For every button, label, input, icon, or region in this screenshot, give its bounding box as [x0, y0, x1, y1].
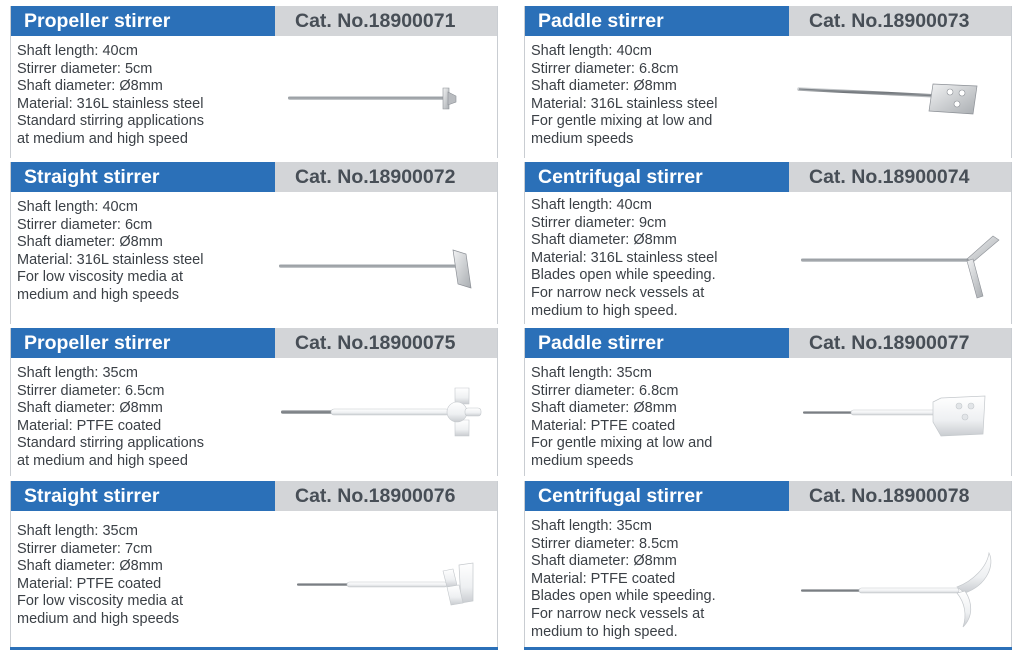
spec-line: Stirrer diameter: 6.8cm — [531, 60, 679, 77]
centrifugal-stirrer-steel-image — [787, 222, 1003, 312]
catalog-number: Cat. No.18900077 — [789, 328, 1011, 358]
product-card-18900072 — [10, 162, 498, 324]
spec-line: Material: PTFE coated — [17, 575, 162, 592]
spec-line: medium to high speed. — [531, 302, 678, 319]
spec-line: Shaft length: 35cm — [17, 365, 138, 381]
product-name: Paddle stirrer — [525, 328, 789, 358]
spec-line: Stirrer diameter: 6cm — [17, 216, 153, 233]
spec-line: Shaft length: 40cm — [531, 43, 652, 59]
product-name: Centrifugal stirrer — [525, 162, 789, 192]
straight-stirrer-ptfe-image — [273, 541, 489, 631]
spec-list — [531, 197, 717, 320]
spec-list — [17, 523, 183, 629]
spec-line: Shaft diameter: Ø8mm — [17, 558, 163, 575]
spec-line: Shaft diameter: Ø8mm — [531, 78, 677, 95]
spec-line: Shaft diameter: Ø8mm — [531, 232, 677, 249]
spec-line: medium speeds — [531, 130, 634, 147]
catalog-number: Cat. No.18900073 — [789, 6, 1011, 36]
spec-line: Stirrer diameter: 9cm — [531, 214, 667, 231]
spec-list — [531, 365, 712, 471]
catalog-number: Cat. No.18900072 — [275, 162, 497, 192]
product-card-18900073 — [524, 6, 1012, 158]
paddle-stirrer-ptfe-image — [787, 370, 1003, 460]
propeller-stirrer-steel-image — [273, 56, 489, 146]
spec-line: medium to high speed. — [531, 623, 678, 640]
paddle-stirrer-steel-image — [787, 56, 1003, 146]
spec-line: Shaft length: 40cm — [531, 197, 652, 213]
spec-line: Material: PTFE coated — [17, 417, 162, 434]
product-name: Straight stirrer — [11, 481, 275, 511]
catalog-number: Cat. No.18900078 — [789, 481, 1011, 511]
spec-line: medium and high speeds — [17, 610, 180, 627]
spec-line: Blades open while speeding. — [531, 588, 716, 605]
spec-line: Material: 316L stainless steel — [531, 249, 718, 266]
spec-list — [17, 365, 204, 471]
spec-line: medium and high speeds — [17, 286, 180, 303]
propeller-stirrer-ptfe-image — [273, 370, 489, 460]
spec-line: Shaft length: 40cm — [17, 199, 138, 215]
catalog-number: Cat. No.18900074 — [789, 162, 1011, 192]
spec-line: Standard stirring applications — [17, 435, 204, 452]
spec-line: For gentle mixing at low and — [531, 435, 713, 452]
product-name: Propeller stirrer — [11, 328, 275, 358]
spec-list — [17, 43, 204, 149]
product-name: Straight stirrer — [11, 162, 275, 192]
spec-list — [17, 199, 203, 305]
spec-line: at medium and high speed — [17, 130, 188, 147]
spec-line: Shaft diameter: Ø8mm — [17, 78, 163, 95]
spec-line: For narrow neck vessels at — [531, 605, 705, 622]
spec-line: Stirrer diameter: 5cm — [17, 60, 153, 77]
product-card-18900077 — [524, 328, 1012, 476]
spec-line: For low viscosity media at — [17, 593, 183, 610]
spec-line: Material: 316L stainless steel — [531, 95, 718, 112]
spec-line: Shaft length: 40cm — [17, 43, 138, 59]
spec-line: For gentle mixing at low and — [531, 113, 713, 130]
catalog-number: Cat. No.18900075 — [275, 328, 497, 358]
spec-line: Material: PTFE coated — [531, 417, 676, 434]
product-card-18900078 — [524, 481, 1012, 647]
spec-line: Material: PTFE coated — [531, 570, 676, 587]
product-name: Paddle stirrer — [525, 6, 789, 36]
spec-line: Shaft length: 35cm — [531, 518, 652, 534]
spec-line: Standard stirring applications — [17, 113, 204, 130]
spec-line: Shaft length: 35cm — [531, 365, 652, 381]
spec-line: Stirrer diameter: 6.8cm — [531, 382, 679, 399]
centrifugal-stirrer-ptfe-image — [787, 547, 1003, 637]
spec-line: Material: 316L stainless steel — [17, 251, 204, 268]
spec-line: Shaft diameter: Ø8mm — [17, 400, 163, 417]
product-card-18900071 — [10, 6, 498, 158]
spec-line: Blades open while speeding. — [531, 267, 716, 284]
spec-list — [531, 518, 716, 641]
spec-line: Shaft length: 35cm — [17, 523, 138, 539]
spec-line: Shaft diameter: Ø8mm — [531, 553, 677, 570]
straight-stirrer-steel-image — [273, 222, 489, 312]
spec-line: For low viscosity media at — [17, 269, 183, 286]
product-name: Centrifugal stirrer — [525, 481, 789, 511]
product-card-18900076 — [10, 481, 498, 647]
spec-list — [531, 43, 717, 149]
spec-line: at medium and high speed — [17, 452, 188, 469]
spec-line: medium speeds — [531, 452, 634, 469]
product-card-18900074 — [524, 162, 1012, 324]
product-name: Propeller stirrer — [11, 6, 275, 36]
spec-line: Material: 316L stainless steel — [17, 95, 204, 112]
spec-line: Shaft diameter: Ø8mm — [531, 400, 677, 417]
spec-line: Shaft diameter: Ø8mm — [17, 234, 163, 251]
catalog-number: Cat. No.18900076 — [275, 481, 497, 511]
spec-line: For narrow neck vessels at — [531, 284, 705, 301]
product-card-18900075 — [10, 328, 498, 476]
catalog-number: Cat. No.18900071 — [275, 6, 497, 36]
spec-line: Stirrer diameter: 7cm — [17, 540, 153, 557]
spec-line: Stirrer diameter: 8.5cm — [531, 535, 679, 552]
spec-line: Stirrer diameter: 6.5cm — [17, 382, 165, 399]
